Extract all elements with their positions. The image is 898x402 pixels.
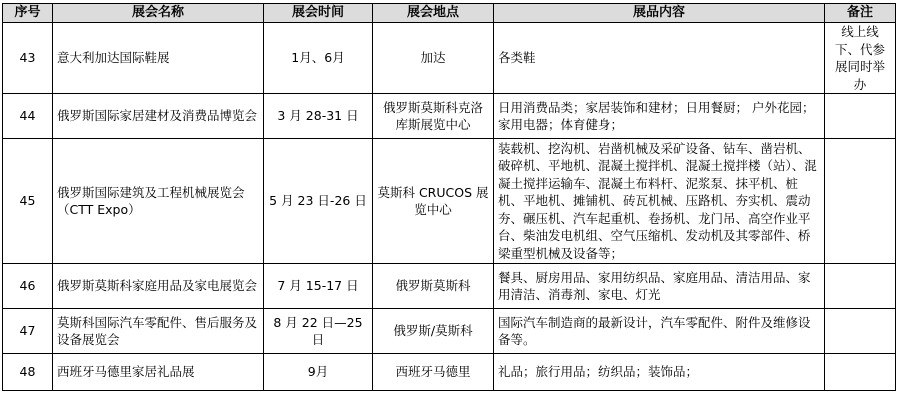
exhibition-name: 俄罗斯莫斯科家庭用品及家电展览会 <box>53 264 264 309</box>
exhibition-time: 1月、6月 <box>264 23 373 94</box>
exhibition-content: 礼品；旅行用品；纺织品；装饰品； <box>494 354 825 391</box>
row-number: 47 <box>3 309 53 354</box>
exhibition-time: 7 月 15-17 日 <box>264 264 373 309</box>
table-row <box>3 94 896 139</box>
exhibition-notes <box>825 264 896 309</box>
header-notes: 备注 <box>825 4 896 23</box>
header-time: 展会时间 <box>264 4 373 23</box>
exhibition-notes <box>825 354 896 391</box>
exhibition-name: 西班牙马德里家居礼品展 <box>53 354 264 391</box>
header-content: 展品内容 <box>494 4 825 23</box>
table-row <box>3 139 896 264</box>
exhibition-venue: 俄罗斯莫斯科 <box>373 264 494 309</box>
exhibition-venue: 俄罗斯莫斯科克洛库斯展览中心 <box>373 94 494 139</box>
exhibition-name: 俄罗斯国际建筑及工程机械展览会（CTT Expo） <box>53 139 264 264</box>
exhibition-table <box>2 3 896 391</box>
table-row <box>3 264 896 309</box>
exhibition-name: 意大利加达国际鞋展 <box>53 23 264 94</box>
exhibition-content: 各类鞋 <box>494 23 825 94</box>
exhibition-content: 装载机、挖沟机、岩凿机械及采矿设备、钻车、凿岩机、破碎机、平地机、混凝土搅拌机、混凝土搅拌楼（站）、混凝土搅拌运输车、混凝土布料杆、泥浆泵、抹平机、桩机、平地机、摊铺机、砖瓦机械、压路机、夯实机、震动夯、碾压机、汽车起重机、卷扬机、龙门吊、高空作业平台、柴油发电机组、空气压缩机、发动机及其零部件、桥梁重型机械及设备等； <box>494 139 825 264</box>
row-number: 46 <box>3 264 53 309</box>
row-number: 45 <box>3 139 53 264</box>
exhibition-content: 日用消费品类；家居装饰和建材；日用餐厨； 户外花园； 家用电器；体育健身； <box>494 94 825 139</box>
row-number: 48 <box>3 354 53 391</box>
exhibition-venue: 莫斯科 CRUCOS 展览中心 <box>373 139 494 264</box>
exhibition-venue: 西班牙马德里 <box>373 354 494 391</box>
exhibition-notes <box>825 94 896 139</box>
exhibition-time: 9月 <box>264 354 373 391</box>
header-venue: 展会地点 <box>373 4 494 23</box>
exhibition-time: 3 月 28-31 日 <box>264 94 373 139</box>
exhibition-content: 国际汽车制造商的最新设计，汽车零配件、附件及维修设备等。 <box>494 309 825 354</box>
exhibition-time: 5 月 23 日-26 日 <box>264 139 373 264</box>
exhibition-notes <box>825 309 896 354</box>
table-row <box>3 23 896 94</box>
header-name: 展会名称 <box>53 4 264 23</box>
exhibition-notes <box>825 139 896 264</box>
exhibition-venue: 俄罗斯/莫斯科 <box>373 309 494 354</box>
exhibition-notes: 线上线下、代参展同时举办 <box>825 23 896 94</box>
row-number: 43 <box>3 23 53 94</box>
exhibition-name: 俄罗斯国际家居建材及消费品博览会 <box>53 94 264 139</box>
header-no: 序号 <box>3 4 53 23</box>
header-row <box>3 4 896 23</box>
exhibition-name: 莫斯科国际汽车零配件、售后服务及设备展览会 <box>53 309 264 354</box>
table-row <box>3 309 896 354</box>
exhibition-content: 餐具、厨房用品、家用纺织品、家庭用品、清洁用品、家用清洁、消毒剂、家电、灯光 <box>494 264 825 309</box>
row-number: 44 <box>3 94 53 139</box>
exhibition-venue: 加达 <box>373 23 494 94</box>
table-row <box>3 354 896 391</box>
exhibition-time: 8 月 22 日—25 日 <box>264 309 373 354</box>
